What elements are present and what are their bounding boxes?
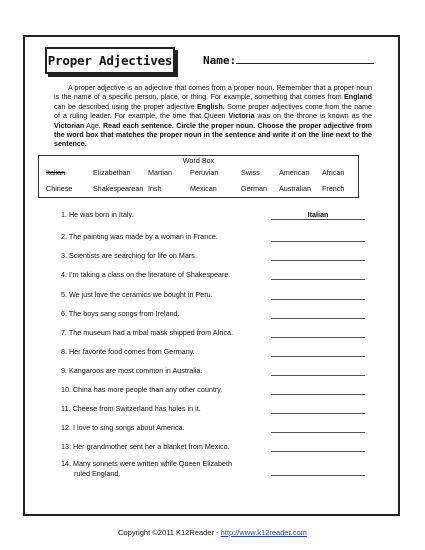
intro-text: . Some proper adjectives come from the name of a ruling leader. For example, the time that Queen xyxy=(54,102,372,121)
answer-line[interactable] xyxy=(271,232,365,242)
word-box-word: German xyxy=(241,184,267,193)
word-box xyxy=(38,155,359,198)
answer-line[interactable] xyxy=(271,309,365,319)
name-blank[interactable] xyxy=(236,53,374,64)
word-box-word: Australian xyxy=(279,184,311,193)
word-box-word: American xyxy=(279,168,310,177)
word-box-word: Chinese xyxy=(46,184,73,193)
answer-line[interactable] xyxy=(271,385,365,395)
question-text: 1. He was born in Italy. xyxy=(61,210,134,219)
word-box-word: Shakespearean xyxy=(93,184,144,193)
word-box-word: African xyxy=(322,168,345,177)
answer-line[interactable] xyxy=(271,366,365,376)
intro-bold: England xyxy=(344,93,372,102)
answer-line[interactable] xyxy=(271,404,365,414)
answer-line[interactable] xyxy=(271,251,365,261)
word-box-word: Elizabethan xyxy=(93,168,131,177)
intro-bold: Victoria xyxy=(228,112,255,121)
answer-line[interactable] xyxy=(271,290,365,300)
question-text: 3. Scientists are searching for life on Mars. xyxy=(61,251,197,260)
word-box-word: Irish xyxy=(148,184,162,193)
word-box-title: Word Box xyxy=(182,156,215,165)
intro-directions: Read each sentence. Circle the proper noun. Choose the proper adjective from the word box that matches the proper noun in the sentence and write it on the line next to the sentence. xyxy=(54,121,372,149)
answer-line[interactable] xyxy=(271,270,365,280)
question-text: 12. I love to sing songs about America. xyxy=(61,423,185,432)
intro-text: was on the throne is known as the xyxy=(254,112,372,121)
answer-line[interactable] xyxy=(271,328,365,338)
question-text: 13. Her grandmother sent her a blanket from Mexico. xyxy=(61,442,230,451)
question-text: 10. China has more people than any other country. xyxy=(61,385,223,394)
word-box-word: Peruvian xyxy=(190,168,219,177)
name-field[interactable] xyxy=(203,53,374,67)
question-text: 14. Many sonnets were written while Queen Elizabeth xyxy=(61,459,232,468)
website-link[interactable]: http://www.k12reader.com xyxy=(220,528,307,537)
answer-line[interactable] xyxy=(271,347,365,357)
word-box-word: French xyxy=(322,184,345,193)
question-text: 4. I’m taking a class on the literature of Shakespeare. xyxy=(61,270,231,279)
answer-line[interactable] xyxy=(271,466,365,476)
word-box-word: Mexican xyxy=(190,184,217,193)
question-text: 6. The boys sang songs from Ireland. xyxy=(61,309,180,318)
question-text: 8. Her favorite food comes from Germany. xyxy=(61,347,195,356)
copyright-text: Copyright ©2011 K12Reader - xyxy=(118,528,221,537)
question-text: 5. We just love the ceramics we bought in Peru. xyxy=(61,290,213,299)
word-box-word: Swiss xyxy=(241,168,260,177)
intro-text: Age. xyxy=(84,121,104,130)
question-text: 11. Cheese from Switzerland has holes in it. xyxy=(61,404,201,413)
question-text: 2. The painting was made by a woman in France. xyxy=(61,232,218,241)
intro-text: can be described using the proper adjective xyxy=(54,102,198,111)
answer-line[interactable] xyxy=(271,442,365,452)
word-box-word: Martian xyxy=(148,168,172,177)
question-text: 9. Kangaroos are most common in Australia. xyxy=(61,366,203,375)
worksheet-title: Proper Adjectives xyxy=(45,47,175,74)
intro-bold: Victorian xyxy=(54,121,85,130)
intro-bold: English xyxy=(197,102,223,111)
instructions-paragraph xyxy=(54,84,372,150)
intro-text: A proper adjective is an adjective that comes from a proper noun. Remember that a proper noun is the name of a specific person, place, or thing. For example, something that comes from xyxy=(54,84,372,102)
answer-line[interactable] xyxy=(271,423,365,433)
name-label: Name: xyxy=(203,54,237,67)
footer xyxy=(0,528,425,537)
word-box-word: Italian xyxy=(46,168,66,177)
answer-line[interactable]: Italian xyxy=(271,210,365,220)
question-text: 7. The museum had a tribal mask shipped from Africa. xyxy=(61,328,234,337)
question-text-continued: ruled England. xyxy=(74,469,121,478)
